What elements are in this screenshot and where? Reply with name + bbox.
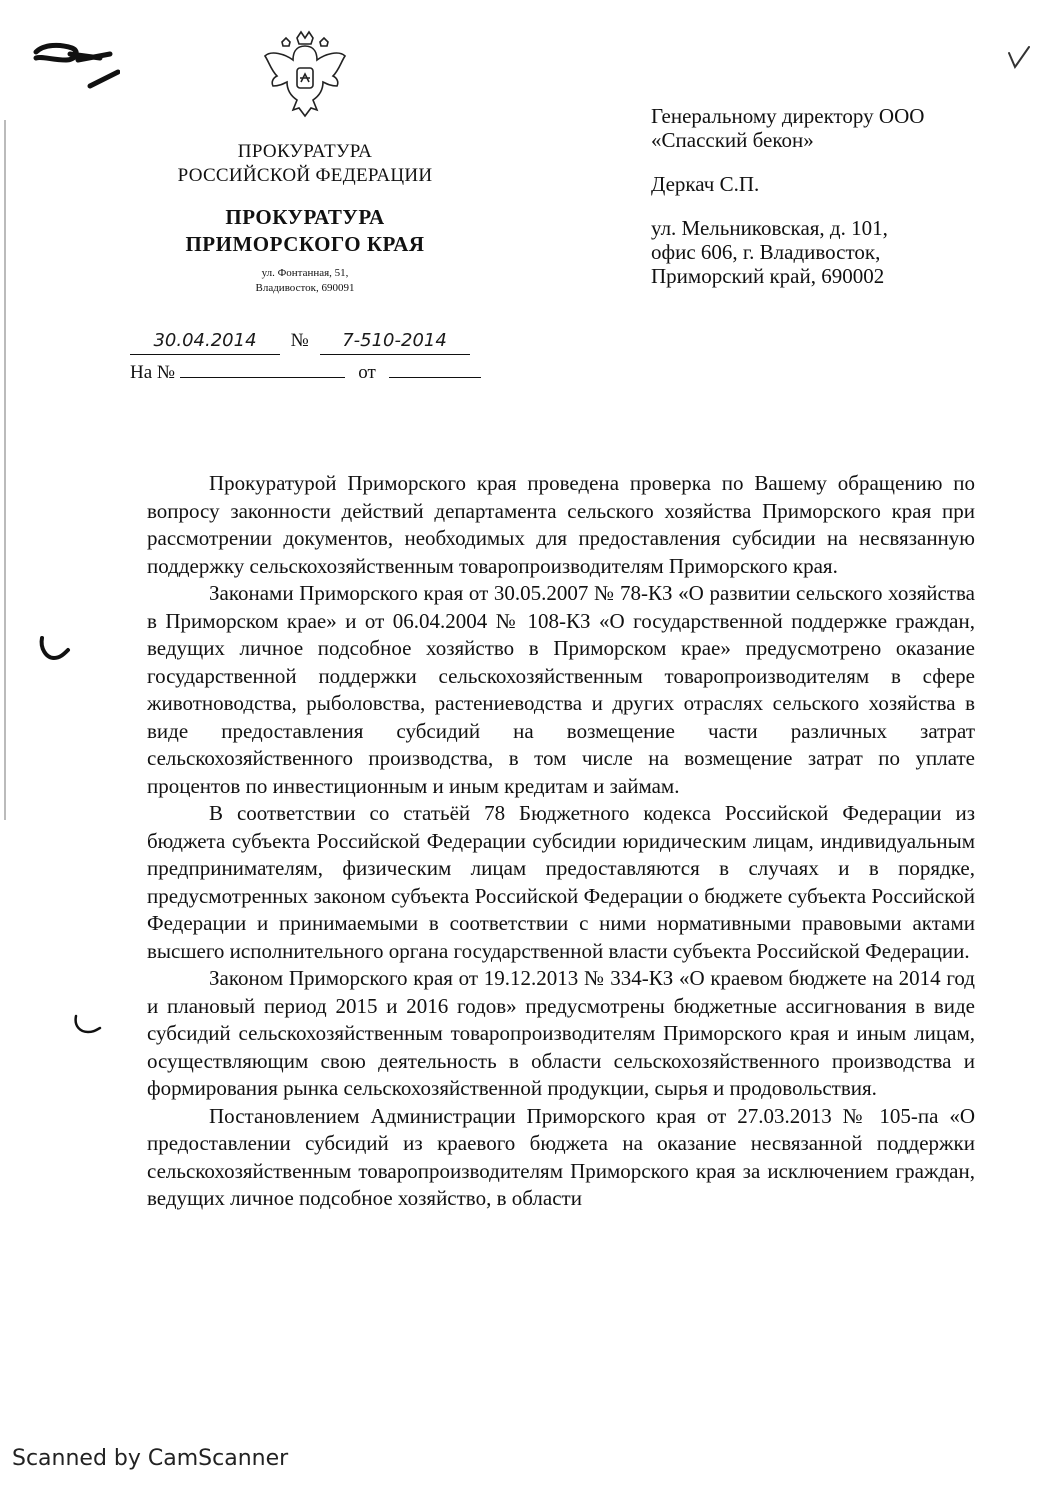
scanner-watermark: Scanned by CamScanner [12, 1446, 289, 1471]
margin-check-mark-2 [70, 1010, 104, 1040]
recipient-address-line-3: Приморский край, 690002 [651, 264, 885, 288]
sender-block [130, 140, 480, 296]
recipient-title-line-2: «Спасский бекон» [651, 128, 814, 152]
registration-number: 7-510-2014 [320, 328, 470, 355]
body-paragraph-3: В соответствии со статьёй 78 Бюджетного кодекса Российской Федерации из бюджета субъекта Российской Федерации субсидии юридическим лицам, индивидуальным предпринимателям, физическим лицам предоставляются в случаях и в порядке, предусмотренных законом субъекта Российской Федерации о бюджете субъекта Российской Федерации и принимаемыми в соответствии с ними нормативными правовыми актами высшего исполнительного органа государственной власти субъекта Российской Федерации. [147, 801, 975, 963]
office-address-line-1: ул. Фонтанная, 51, [261, 267, 349, 279]
body-paragraph-4: Законом Приморского края от 19.12.2013 № 334-КЗ «О краевом бюджете на 2014 год и плановый период 2015 и 2016 годов» предусмотрены бюджетные ассигнования в виде субсидий сельскохозяйственным товаропроизводителям Приморского края и иным лицам, осуществляющим свою деятельность в области сельскохозяйственного производства и формирования рынка сельскохозяйственной продукции, сырья и продовольствия. [147, 966, 975, 1100]
recipient-title-line-1: Генеральному директору ООО [651, 104, 925, 128]
from-blank [389, 357, 481, 378]
recipient-block [651, 104, 991, 304]
recipient-name: Деркач С.П. [651, 172, 760, 196]
recipient-address-line-2: офис 606, г. Владивосток, [651, 240, 881, 264]
binding-edge-line [4, 120, 6, 820]
handwritten-check-top-right [1005, 45, 1033, 71]
office-line-1: ПРОКУРАТУРА [225, 205, 385, 229]
org-line-2: РОССИЙСКОЙ ФЕДЕРАЦИИ [177, 165, 433, 186]
margin-check-mark-1 [36, 630, 72, 664]
recipient-address-line-1: ул. Мельниковская, д. 101, [651, 216, 888, 240]
org-line-1: ПРОКУРАТУРА [237, 141, 373, 162]
from-label: от [358, 362, 376, 383]
handwritten-mark-top-left [30, 40, 120, 95]
body-paragraph-1: Прокуратурой Приморского края проведена проверка по Вашему обращению по вопросу законности действий департамента сельского хозяйства Приморского края при рассмотрении документов, необходимых для предоставления субсидии на несвязанную поддержку сельскохозяйственным товаропроизводителям Приморского края. [147, 471, 975, 578]
on-number-blank [180, 357, 345, 378]
registration-block [130, 328, 481, 386]
body-paragraph-2: Законами Приморского края от 30.05.2007 № 78-КЗ «О развитии сельского хозяйства в Приморском крае» и от 06.04.2004 № 108-КЗ «О государственной поддержке граждан, ведущих личное подсобное хозяйство в Приморском крае» предусмотрено оказание государственной поддержки сельскохозяйственным товаропроизводителям в сфере животноводства, рыболовства, растениеводства и других отраслях сельского хозяйства в виде предоставления субсидий на возмещение части различных затрат сельскохозяйственного производства, в том числе на возмещение затрат по уплате процентов по инвестиционным и иным кредитам и займам. [147, 581, 975, 798]
registration-number-label: № [290, 330, 309, 351]
body-paragraph-5: Постановлением Администрации Приморского края от 27.03.2013 № 105-па «О предоставлении субсидий из краевого бюджета на оказание несвязанной поддержки сельскохозяйственным товаропроизводителям Приморского края за исключением граждан, ведущих личное подсобное хозяйство, в области [147, 1103, 975, 1210]
coat-of-arms-emblem [262, 28, 348, 120]
office-line-2: ПРИМОРСКОГО КРАЯ [185, 232, 425, 256]
letter-body [147, 470, 975, 1213]
office-address-line-2: Владивосток, 690091 [255, 282, 355, 294]
on-number-label: На № [130, 362, 176, 383]
registration-date: 30.04.2014 [130, 328, 280, 355]
